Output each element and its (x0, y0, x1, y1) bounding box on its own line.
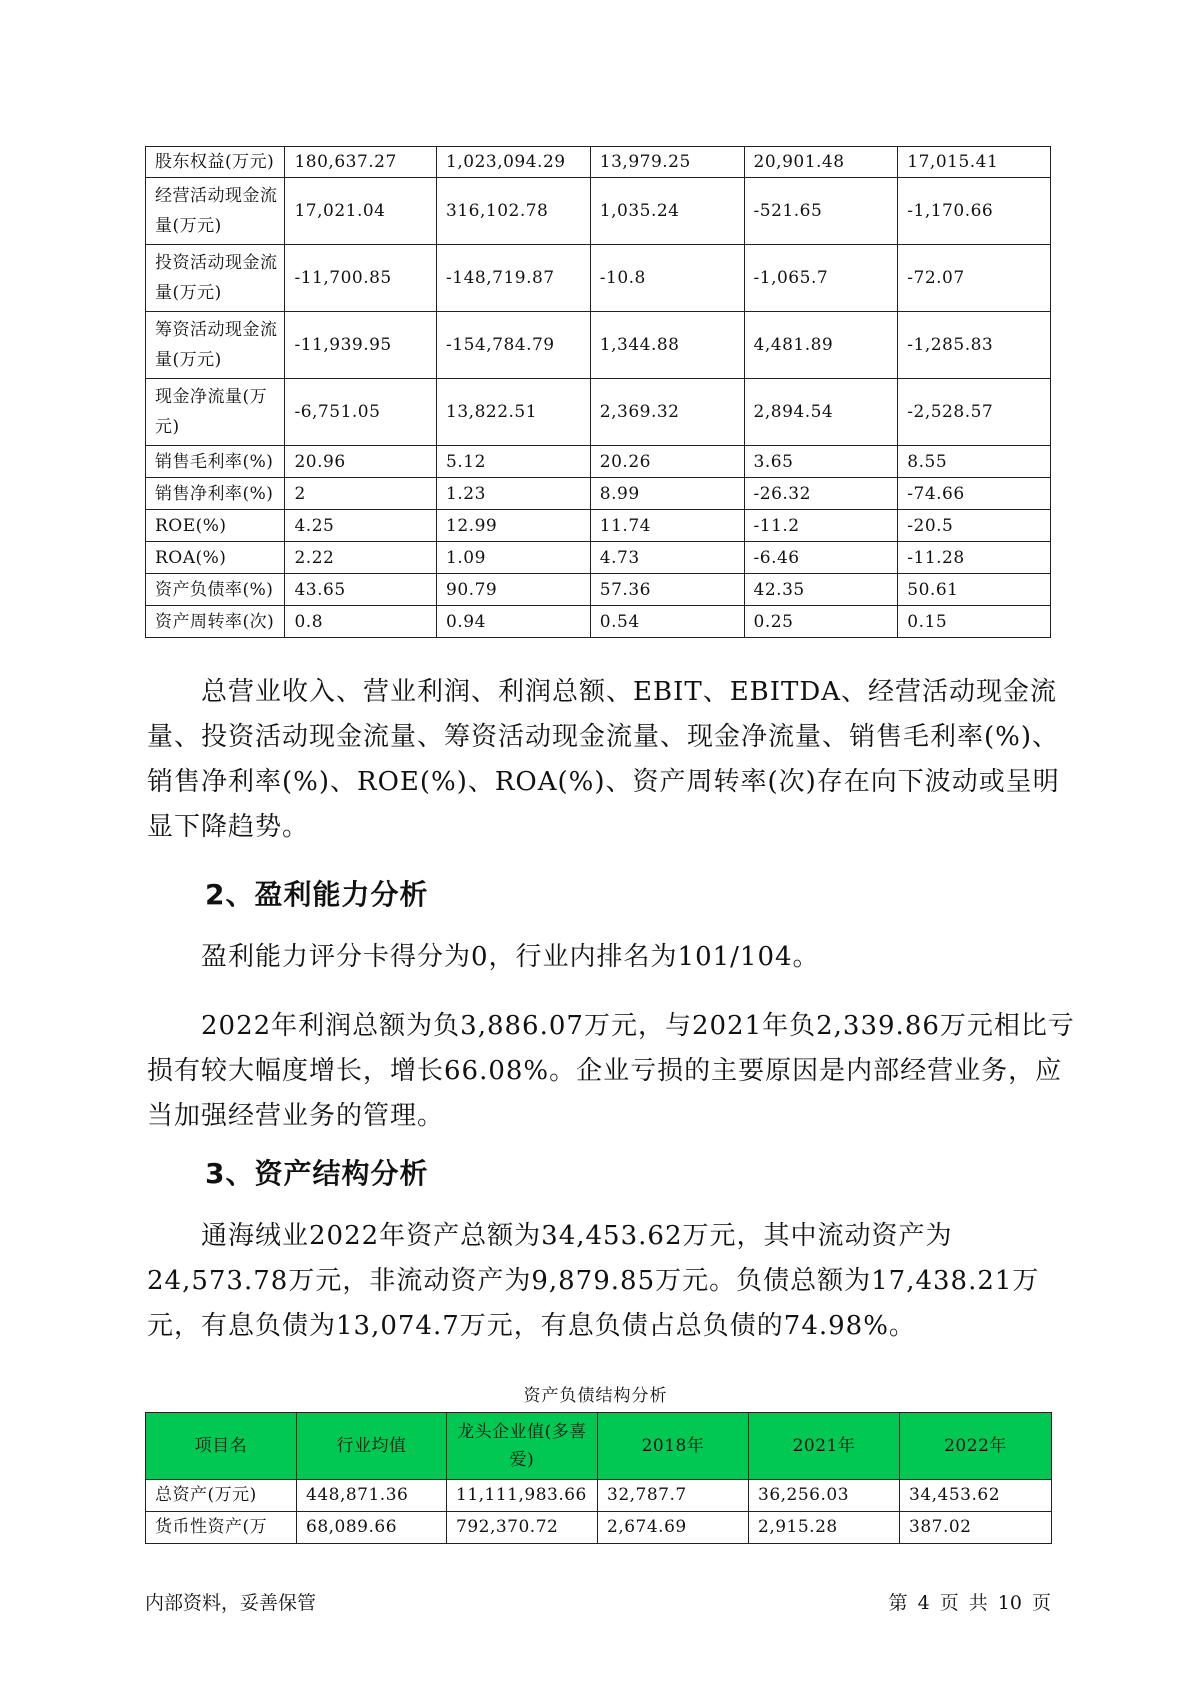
cell-value: 2 (285, 478, 437, 510)
cell-value: 20.96 (285, 446, 437, 478)
column-header: 2021年 (749, 1413, 900, 1480)
cell-value: -26.32 (744, 478, 898, 510)
page-number: 第 4 页 共 10 页 (888, 1592, 1051, 1614)
financial-metrics-table (145, 146, 1051, 638)
table-row (146, 510, 1051, 542)
row-label: 货币性资产(万 (146, 1512, 297, 1544)
row-label: 投资活动现金流量(万元) (146, 245, 285, 312)
cell-value: 1,023,094.29 (437, 147, 591, 178)
cell-value: 1.09 (437, 542, 591, 574)
profit-detail-paragraph: 2022年利润总额为负3,886.07万元，与2021年负2,339.86万元相比亏损有较大幅度增长，增长66.08%。企业亏损的主要原因是内部经营业务，应当加强经营业务的管理。 (147, 1011, 1075, 1131)
cell-value: -1,285.83 (898, 312, 1051, 379)
cell-value: 50.61 (898, 574, 1051, 606)
cell-value: -521.65 (744, 178, 898, 245)
row-label: 股东权益(万元) (146, 147, 285, 178)
table-row (146, 1512, 1052, 1544)
cell-value: 3.65 (744, 446, 898, 478)
row-label: 经营活动现金流量(万元) (146, 178, 285, 245)
table-row (146, 178, 1051, 245)
cell-value: 34,453.62 (900, 1480, 1052, 1512)
cell-value: 8.55 (898, 446, 1051, 478)
cell-value: 11,111,983.66 (447, 1480, 598, 1512)
cell-value: 8.99 (590, 478, 744, 510)
table-row (146, 312, 1051, 379)
balance-structure-table (145, 1412, 1052, 1544)
cell-value: 2,369.32 (590, 379, 744, 446)
cell-value: -11.2 (744, 510, 898, 542)
cell-value: 0.54 (590, 606, 744, 638)
cell-value: 792,370.72 (447, 1512, 598, 1544)
cell-value: 20,901.48 (744, 147, 898, 178)
cell-value: 20.26 (590, 446, 744, 478)
row-label: ROE(%) (146, 510, 285, 542)
cell-value: 1.23 (437, 478, 591, 510)
cell-value: 11.74 (590, 510, 744, 542)
table-row (146, 542, 1051, 574)
row-label: 现金净流量(万元) (146, 379, 285, 446)
cell-value: 13,979.25 (590, 147, 744, 178)
cell-value: -72.07 (898, 245, 1051, 312)
cell-value: 180,637.27 (285, 147, 437, 178)
asset-detail-paragraph: 通海绒业2022年资产总额为34,453.62万元，其中流动资产为24,573.78万元，非流动资产为9,879.85万元。负债总额为17,438.21万元，有息负债为13,074.7万元，有息负债占总负债的74.98%。 (147, 1221, 1040, 1341)
cell-value: -11.28 (898, 542, 1051, 574)
section-heading-profitability: 2、盈利能力分析 (205, 878, 429, 911)
row-label: 筹资活动现金流量(万元) (146, 312, 285, 379)
cell-value: 90.79 (437, 574, 591, 606)
table-row (146, 379, 1051, 446)
cell-value: 68,089.66 (297, 1512, 447, 1544)
cell-value: 0.94 (437, 606, 591, 638)
cell-value: 0.15 (898, 606, 1051, 638)
cell-value: -20.5 (898, 510, 1051, 542)
cell-value: -1,065.7 (744, 245, 898, 312)
table-row (146, 1480, 1052, 1512)
cell-value: 12.99 (437, 510, 591, 542)
cell-value: 4.73 (590, 542, 744, 574)
table-row (146, 245, 1051, 312)
cell-value: 13,822.51 (437, 379, 591, 446)
cell-value: 2,674.69 (598, 1512, 749, 1544)
cell-value: 387.02 (900, 1512, 1052, 1544)
table-row (146, 478, 1051, 510)
cell-value: 0.25 (744, 606, 898, 638)
cell-value: 316,102.78 (437, 178, 591, 245)
cell-value: -11,939.95 (285, 312, 437, 379)
column-header: 行业均值 (297, 1413, 447, 1480)
cell-value: 17,021.04 (285, 178, 437, 245)
trend-summary-paragraph: 总营业收入、营业利润、利润总额、EBIT、EBITDA、经营活动现金流量、投资活动现金流量、筹资活动现金流量、现金净流量、销售毛利率(%)、销售净利率(%)、ROE(%)、ROA(%)、资产周转率(次)存在向下波动或呈明显下降趋势。 (147, 677, 1060, 842)
row-label: 总资产(万元) (146, 1480, 297, 1512)
cell-value: 0.8 (285, 606, 437, 638)
column-header: 项目名 (146, 1413, 297, 1480)
cell-value: -2,528.57 (898, 379, 1051, 446)
column-header: 2018年 (598, 1413, 749, 1480)
cell-value: -6.46 (744, 542, 898, 574)
cell-value: 32,787.7 (598, 1480, 749, 1512)
cell-value: -1,170.66 (898, 178, 1051, 245)
cell-value: 4.25 (285, 510, 437, 542)
section-heading-asset-structure: 3、资产结构分析 (205, 1157, 429, 1190)
row-label: 销售净利率(%) (146, 478, 285, 510)
cell-value: -10.8 (590, 245, 744, 312)
cell-value: -154,784.79 (437, 312, 591, 379)
cell-value: 448,871.36 (297, 1480, 447, 1512)
column-header: 2022年 (900, 1413, 1052, 1480)
cell-value: -74.66 (898, 478, 1051, 510)
cell-value: 57.36 (590, 574, 744, 606)
confidential-note: 内部资料，妥善保管 (145, 1592, 317, 1614)
table-row (146, 147, 1051, 178)
table-header-row (146, 1413, 1052, 1480)
cell-value: 2,894.54 (744, 379, 898, 446)
cell-value: 4,481.89 (744, 312, 898, 379)
cell-value: -6,751.05 (285, 379, 437, 446)
cell-value: 2.22 (285, 542, 437, 574)
cell-value: 1,344.88 (590, 312, 744, 379)
cell-value: -148,719.87 (437, 245, 591, 312)
table-row (146, 446, 1051, 478)
cell-value: -11,700.85 (285, 245, 437, 312)
cell-value: 43.65 (285, 574, 437, 606)
table-row (146, 574, 1051, 606)
cell-value: 36,256.03 (749, 1480, 900, 1512)
table-caption: 资产负债结构分析 (523, 1386, 668, 1406)
table-row (146, 606, 1051, 638)
column-header: 龙头企业值(多喜爱) (447, 1413, 598, 1480)
row-label: ROA(%) (146, 542, 285, 574)
row-label: 资产负债率(%) (146, 574, 285, 606)
cell-value: 17,015.41 (898, 147, 1051, 178)
profit-score-paragraph: 盈利能力评分卡得分为0，行业内排名为101/104。 (201, 942, 820, 972)
row-label: 销售毛利率(%) (146, 446, 285, 478)
row-label: 资产周转率(次) (146, 606, 285, 638)
cell-value: 2,915.28 (749, 1512, 900, 1544)
cell-value: 1,035.24 (590, 178, 744, 245)
cell-value: 42.35 (744, 574, 898, 606)
cell-value: 5.12 (437, 446, 591, 478)
